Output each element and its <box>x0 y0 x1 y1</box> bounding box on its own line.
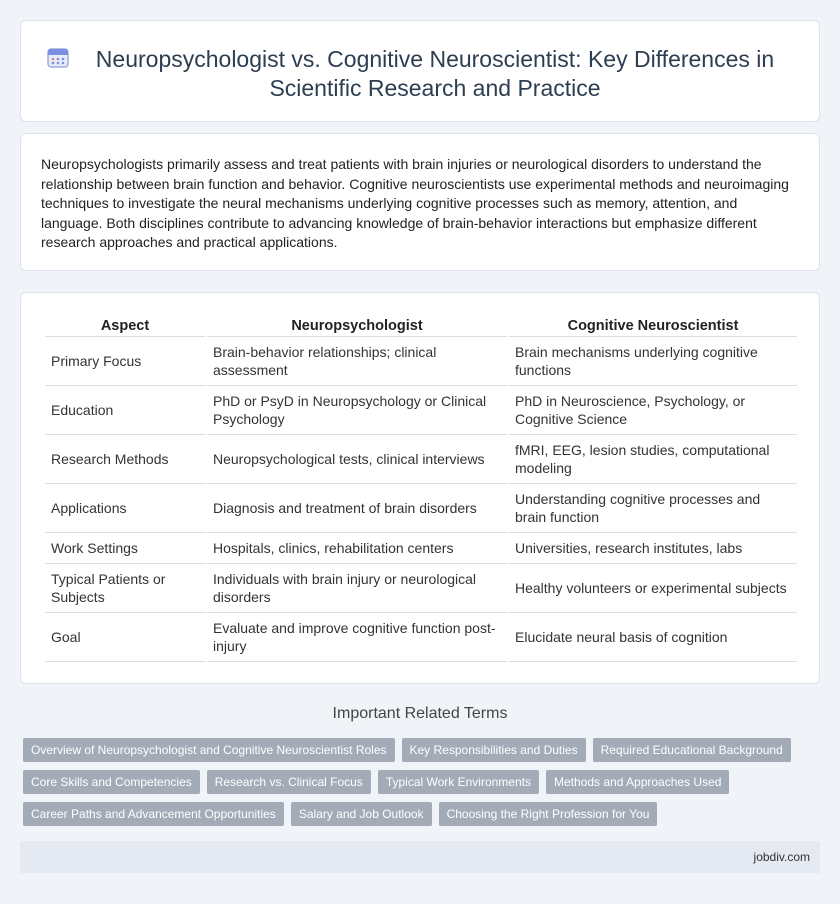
table-cell: PhD in Neuroscience, Psychology, or Cognitive Science <box>509 386 797 435</box>
table-cell: Universities, research institutes, labs <box>509 533 797 564</box>
table-cell: Brain mechanisms underlying cognitive functions <box>509 337 797 386</box>
related-term-tag[interactable]: Career Paths and Advancement Opportunities <box>23 802 284 826</box>
table-row <box>45 564 797 613</box>
table-cell: Applications <box>45 484 205 533</box>
table-row <box>45 386 797 435</box>
related-term-tag[interactable]: Methods and Approaches Used <box>546 770 729 794</box>
related-term-tag[interactable]: Core Skills and Competencies <box>23 770 200 794</box>
related-term-tag[interactable]: Salary and Job Outlook <box>291 802 432 826</box>
intro-card <box>20 133 820 271</box>
related-term-tag[interactable]: Choosing the Right Profession for You <box>439 802 658 826</box>
title-card <box>20 20 820 122</box>
comparison-table <box>43 315 799 662</box>
related-term-tag[interactable]: Research vs. Clinical Focus <box>207 770 371 794</box>
table-cell: Primary Focus <box>45 337 205 386</box>
table-cell: Typical Patients or Subjects <box>45 564 205 613</box>
related-terms-title: Important Related Terms <box>332 705 508 722</box>
table-cell: Work Settings <box>45 533 205 564</box>
table-cell: PhD or PsyD in Neuropsychology or Clinical Psychology <box>207 386 507 435</box>
comparison-card <box>20 292 820 684</box>
related-term-tag[interactable]: Required Educational Background <box>593 738 791 762</box>
table-cell: Individuals with brain injury or neurological disorders <box>207 564 507 613</box>
footer-site-link[interactable]: jobdiv.com <box>753 850 810 864</box>
table-cell: Neuropsychological tests, clinical interviews <box>207 435 507 484</box>
intro-paragraph: Neuropsychologists primarily assess and treat patients with brain injuries or neurological disorders to understand the relationship between brain function and behavior. Cognitive neuroscientists use experimental methods and neuroimaging techniques to investigate the neural mechanisms underlying cognitive processes such as memory, attention, and language. Both disciplines contribute to advancing knowledge of brain-behavior interactions but emphasize different research approaches and practical applications. <box>41 156 789 250</box>
table-cell: fMRI, EEG, lesion studies, computational modeling <box>509 435 797 484</box>
footer <box>20 841 820 873</box>
table-cell: Healthy volunteers or experimental subjects <box>509 564 797 613</box>
table-cell: Elucidate neural basis of cognition <box>509 613 797 662</box>
table-header-row <box>45 315 797 337</box>
table-row <box>45 337 797 386</box>
table-row <box>45 533 797 564</box>
table-row <box>45 613 797 662</box>
related-term-tag[interactable]: Typical Work Environments <box>378 770 539 794</box>
related-term-tag[interactable]: Overview of Neuropsychologist and Cognitive Neuroscientist Roles <box>23 738 395 762</box>
table-cell: Diagnosis and treatment of brain disorders <box>207 484 507 533</box>
header-neuropsychologist: Neuropsychologist <box>207 315 507 337</box>
table-row <box>45 435 797 484</box>
related-terms-list <box>23 738 813 826</box>
table-row <box>45 484 797 533</box>
table-cell: Hospitals, clinics, rehabilitation centers <box>207 533 507 564</box>
table-cell: Understanding cognitive processes and brain function <box>509 484 797 533</box>
table-cell: Goal <box>45 613 205 662</box>
header-aspect: Aspect <box>45 315 205 337</box>
page-title: Neuropsychologist vs. Cognitive Neuroscientist: Key Differences in Scientific Research and Practice <box>95 46 775 101</box>
table-cell: Research Methods <box>45 435 205 484</box>
table-cell: Education <box>45 386 205 435</box>
header-cognitive-neuroscientist: Cognitive Neuroscientist <box>509 315 797 337</box>
related-term-tag[interactable]: Key Responsibilities and Duties <box>402 738 586 762</box>
table-cell: Brain-behavior relationships; clinical assessment <box>207 337 507 386</box>
table-cell: Evaluate and improve cognitive function post-injury <box>207 613 507 662</box>
